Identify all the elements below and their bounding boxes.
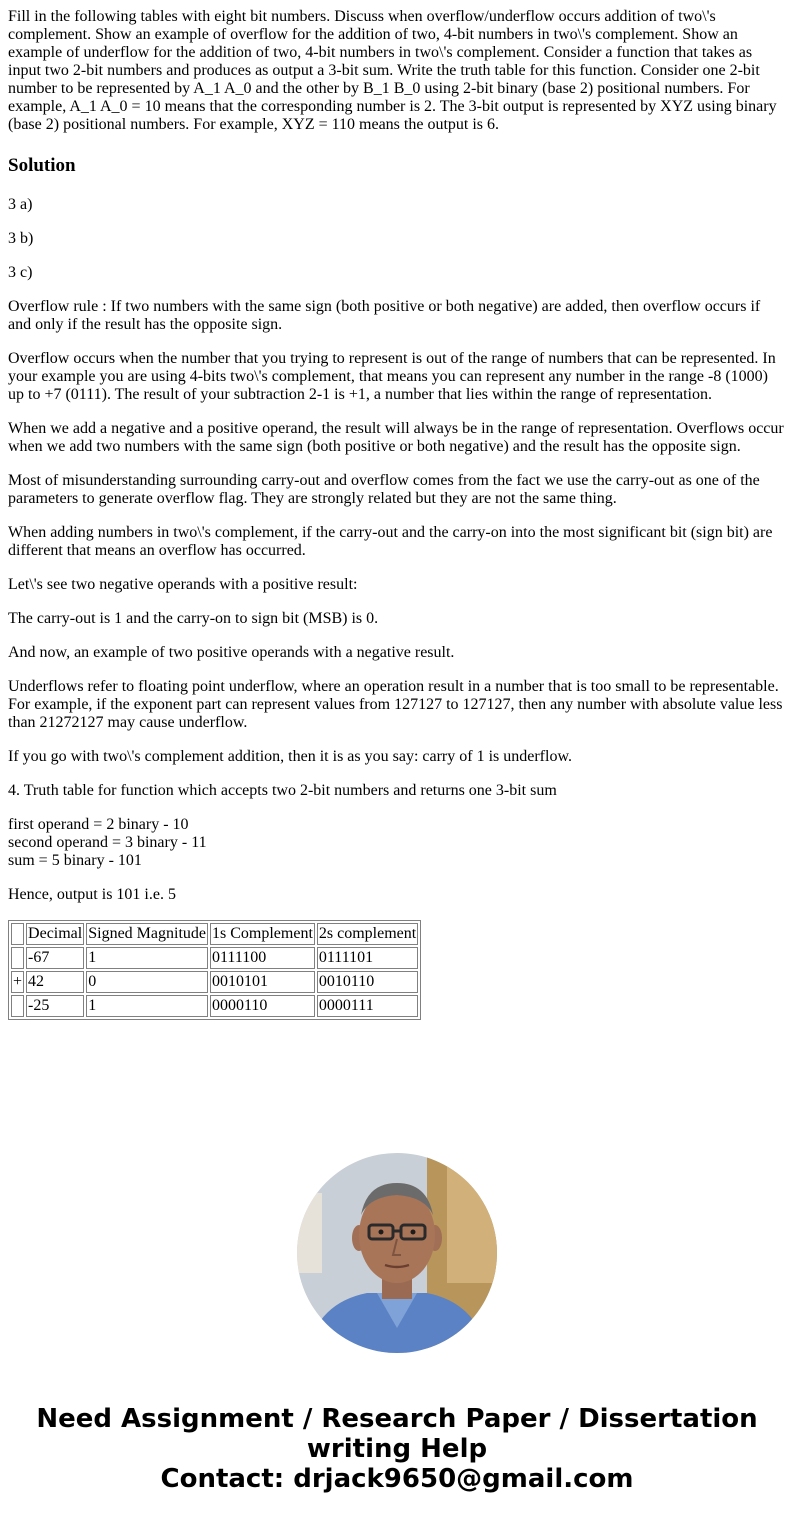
footer-contact: Contact: drjack9650@gmail.com — [160, 1464, 634, 1494]
example-line-second-operand: second operand = 3 binary - 11 — [8, 834, 207, 851]
table-row — [11, 995, 418, 1017]
table-header-cell: 2s complement — [317, 923, 418, 945]
underflow-carry-paragraph: If you go with two\'s complement addition, then it is as you say: carry of 1 is underflow. — [8, 748, 572, 765]
overflow-range-paragraph: Overflow occurs when the number that you trying to represent is out of the range of numbers that can be represented. In your example you are using 4-bits two\'s complement, that means you can represent any number in the range -8 (1000) up to +7 (0111). The result of your subtraction 2-1 is +1, a number that lies within the range of representation. — [8, 350, 776, 403]
part-3b: 3 b) — [8, 230, 34, 247]
part-3a: 3 a) — [8, 196, 33, 213]
table-header-cell: Decimal — [26, 923, 84, 945]
table-cell: 0000110 — [210, 995, 315, 1017]
table-header-row — [11, 923, 418, 945]
example-block — [8, 816, 786, 870]
number-representation-table — [8, 920, 421, 1020]
table-cell: 1 — [86, 947, 208, 969]
mixed-signs-paragraph: When we add a negative and a positive operand, the result will always be in the range of representation. Overflows occur when we add two numbers with the same sign (both positive or both negative) and the result has the opposite sign. — [8, 420, 784, 455]
example-line-sum: sum = 5 binary - 101 — [8, 852, 142, 869]
part-3c: 3 c) — [8, 264, 33, 281]
footer-line-1: Need Assignment / Research Paper / Dissertation — [36, 1404, 758, 1434]
table-header-cell — [11, 923, 24, 945]
table-cell: -25 — [26, 995, 84, 1017]
table-cell: 0000111 — [317, 995, 418, 1017]
table-cell: 0 — [86, 971, 208, 993]
underflow-paragraph: Underflows refer to floating point underflow, where an operation result in a number that is too small to be representable. For example, if the exponent part can represent values from 127127 to 127127, then any number with absolute value less than 21272127 may cause underflow. — [8, 678, 783, 731]
overflow-rule-paragraph: Overflow rule : If two numbers with the same sign (both positive or both negative) are added, then overflow occurs if and only if the result has the opposite sign. — [8, 298, 761, 333]
question-text: Fill in the following tables with eight bit numbers. Discuss when overflow/underflow occurs addition of two\'s complement. Show an example of overflow for the addition of two, 4-bit numbers in two\'s complement. Show an example of underflow for the addition of two, 4-bit numbers in two\'s complement. Consider a function that takes as input two 2-bit numbers and produces as output a 3-bit sum. Write the truth table for this function. Consider one 2-bit number to be represented by A_1 A_0 and the other by B_1 B_0 using 2-bit binary (base 2) positional numbers. For example, A_1 A_0 = 10 means that the corresponding number is 2. The 3-bit output is represented by XYZ using binary (base 2) positional numbers. For example, XYZ = 110 means the output is 6. — [8, 8, 777, 133]
table-cell: 0010101 — [210, 971, 315, 993]
positive-example-paragraph: And now, an example of two positive operands with a negative result. — [8, 644, 455, 661]
table-cell: -67 — [26, 947, 84, 969]
negative-example-paragraph: Let\'s see two negative operands with a positive result: — [8, 576, 358, 593]
tutor-photo — [297, 1153, 497, 1353]
carry-misunderstanding-paragraph: Most of misunderstanding surrounding carry-out and overflow comes from the fact we use the carry-out as one of the parameters to generate overflow flag. They are strongly related but they are not the same thing. — [8, 472, 760, 507]
conclusion-text: Hence, output is 101 i.e. 5 — [8, 886, 176, 903]
example-line-first-operand: first operand = 2 binary - 10 — [8, 816, 189, 833]
table-header-cell: 1s Complement — [210, 923, 315, 945]
table-row — [11, 947, 418, 969]
table-cell: 0111101 — [317, 947, 418, 969]
table-cell: 0111100 — [210, 947, 315, 969]
table-cell: 1 — [86, 995, 208, 1017]
table-cell: 42 — [26, 971, 84, 993]
footer-line-2: writing Help — [306, 1434, 488, 1464]
table-cell: + — [11, 971, 24, 993]
footer-banner — [0, 1404, 794, 1494]
table-header-cell: Signed Magnitude — [86, 923, 208, 945]
table-cell — [11, 995, 24, 1017]
truth-table-intro: 4. Truth table for function which accepts two 2-bit numbers and returns one 3-bit sum — [8, 782, 557, 799]
table-row — [11, 971, 418, 993]
solution-heading: Solution — [8, 155, 76, 176]
carry-rule-paragraph: When adding numbers in two\'s complement, if the carry-out and the carry-on into the most significant bit (sign bit) are different that means an overflow has occurred. — [8, 524, 773, 559]
table-cell — [11, 947, 24, 969]
tutor-photo-image — [297, 1153, 497, 1353]
table-cell: 0010110 — [317, 971, 418, 993]
carry-values-paragraph: The carry-out is 1 and the carry-on to sign bit (MSB) is 0. — [8, 610, 379, 627]
